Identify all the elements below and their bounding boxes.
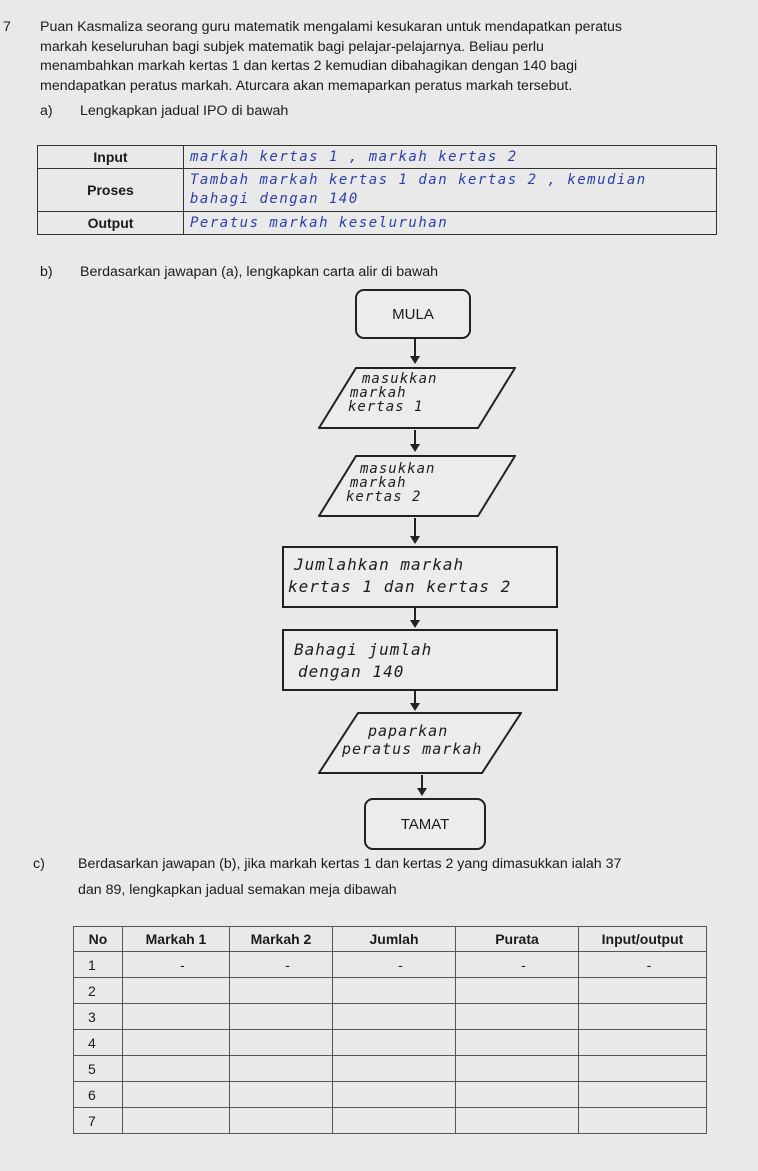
flow-text-line: kertas 1 (348, 399, 424, 415)
ipo-output-answer[interactable]: Peratus markah keseluruhan (184, 212, 717, 235)
intro-line: Puan Kasmaliza seorang guru matematik mengalami kesukaran untuk mendapatkan peratus (40, 19, 623, 35)
header-markah1: Markah 1 (123, 927, 230, 952)
cell-input-output[interactable] (579, 1082, 707, 1108)
cell-input-output[interactable] (579, 978, 707, 1004)
row-no: 6 (74, 1082, 123, 1108)
row-no: 5 (74, 1056, 123, 1082)
flow-arrow (421, 775, 423, 789)
flow-arrow-head (410, 620, 420, 628)
ipo-input-answer[interactable]: markah kertas 1 , markah kertas 2 (184, 146, 717, 169)
ipo-proses-line: bahagi dengan 140 (190, 191, 359, 207)
flow-text-line: Jumlahkan markah (294, 555, 465, 574)
flowchart-process2[interactable] (282, 629, 558, 691)
cell-purata[interactable] (456, 1030, 579, 1056)
part-c-label: c) (33, 856, 45, 872)
cell-purata[interactable] (456, 1004, 579, 1030)
ipo-proses-label: Proses (38, 169, 184, 212)
flow-arrow-head (410, 356, 420, 364)
intro-line: menambahkan markah kertas 1 dan kertas 2 kemudian dibahagikan dengan 140 bagi (40, 58, 578, 74)
cell-purata[interactable] (456, 1056, 579, 1082)
table-row (74, 952, 707, 978)
ipo-proses-answer[interactable] (184, 169, 717, 212)
cell-markah1[interactable] (123, 1004, 230, 1030)
ipo-proses-line: Tambah markah kertas 1 dan kertas 2 , kemudian (190, 172, 647, 188)
table-row (74, 1004, 707, 1030)
cell-purata[interactable] (456, 1082, 579, 1108)
intro-line: markah keseluruhan bagi subjek matematik bagi pelajar-pelajarnya. Beliau perlu (40, 38, 544, 55)
intro-line: mendapatkan peratus markah. Aturcara akan memaparkan peratus markah tersebut. (40, 77, 573, 94)
flow-text-line: peratus markah (342, 740, 483, 758)
ipo-row-input (38, 146, 717, 169)
ipo-output-label: Output (38, 212, 184, 235)
cell-input-output[interactable] (579, 1108, 707, 1134)
header-no: No (74, 927, 123, 952)
cell-jumlah[interactable] (333, 1056, 456, 1082)
table-row (74, 1082, 707, 1108)
trace-table (73, 926, 707, 1134)
part-a-label: a) (40, 103, 53, 119)
cell-markah1[interactable] (123, 1108, 230, 1134)
flow-text-line: markah (350, 385, 407, 401)
cell-jumlah[interactable] (333, 1004, 456, 1030)
row-no: 2 (74, 978, 123, 1004)
header-markah2: Markah 2 (230, 927, 333, 952)
row-no: 3 (74, 1004, 123, 1030)
flow-text-line: kertas 1 dan kertas 2 (288, 577, 512, 596)
cell-markah2[interactable] (230, 1082, 333, 1108)
cell-input-output[interactable] (579, 1030, 707, 1056)
header-jumlah: Jumlah (333, 927, 456, 952)
cell-markah1[interactable] (123, 1082, 230, 1108)
cell-markah2[interactable] (230, 978, 333, 1004)
flow-text-line: kertas 2 (346, 489, 422, 505)
part-c-line1: Berdasarkan jawapan (b), jika markah kertas 1 dan kertas 2 yang dimasukkan ialah 37 (78, 856, 622, 872)
cell-markah1[interactable] (123, 1030, 230, 1056)
cell-jumlah[interactable] (333, 1082, 456, 1108)
flow-arrow (414, 607, 416, 621)
cell-purata[interactable]: - (456, 952, 579, 978)
part-a-text: Lengkapkan jadual IPO di bawah (80, 103, 289, 119)
trace-table-header (74, 927, 707, 952)
flow-arrow-head (410, 703, 420, 711)
table-row (74, 1056, 707, 1082)
flowchart-process1[interactable] (282, 546, 558, 608)
row-no: 1 (74, 952, 123, 978)
cell-markah1[interactable] (123, 1056, 230, 1082)
cell-jumlah[interactable] (333, 978, 456, 1004)
flow-text-line: markah (350, 475, 407, 491)
flow-arrow (414, 337, 416, 357)
flow-text-line: Bahagi jumlah (294, 640, 433, 659)
flowchart-output-text[interactable] (342, 722, 482, 758)
cell-input-output[interactable] (579, 1004, 707, 1030)
ipo-row-output (38, 212, 717, 235)
cell-markah1[interactable]: - (123, 952, 230, 978)
flowchart-start: MULA (355, 289, 471, 339)
cell-jumlah[interactable] (333, 1030, 456, 1056)
flow-arrow (414, 690, 416, 704)
question-intro (40, 18, 740, 96)
flow-text-line: paparkan (368, 722, 449, 740)
ipo-input-label: Input (38, 146, 184, 169)
flow-arrow (414, 518, 416, 538)
flow-text-line: masukkan (360, 461, 436, 477)
header-input-output: Input/output (579, 927, 707, 952)
flowchart-end: TAMAT (364, 798, 486, 850)
ipo-table (37, 145, 717, 235)
ipo-row-proses (38, 169, 717, 212)
row-no: 7 (74, 1108, 123, 1134)
flow-text-line: dengan 140 (298, 662, 405, 681)
part-b-text: Berdasarkan jawapan (a), lengkapkan carta alir di bawah (80, 264, 439, 280)
part-b-label: b) (40, 264, 53, 280)
cell-input-output[interactable] (579, 1056, 707, 1082)
table-row (74, 978, 707, 1004)
cell-markah2[interactable] (230, 1108, 333, 1134)
table-row (74, 1108, 707, 1134)
flowchart-input1-text[interactable] (348, 372, 437, 414)
cell-markah1[interactable] (123, 978, 230, 1004)
cell-purata[interactable] (456, 1108, 579, 1134)
question-number: 7 (3, 19, 11, 35)
cell-markah2[interactable] (230, 1004, 333, 1030)
cell-jumlah[interactable]: - (333, 952, 456, 978)
cell-markah2[interactable] (230, 1056, 333, 1082)
flowchart-input2-text[interactable] (346, 462, 435, 504)
flow-arrow-head (410, 536, 420, 544)
table-row (74, 1030, 707, 1056)
flow-arrow-head (410, 444, 420, 452)
cell-markah2[interactable] (230, 1030, 333, 1056)
flow-arrow-head (417, 788, 427, 796)
flow-text-line: masukkan (362, 371, 438, 387)
cell-input-output[interactable]: - (579, 952, 707, 978)
row-no: 4 (74, 1030, 123, 1056)
cell-purata[interactable] (456, 978, 579, 1004)
part-c-line2: dan 89, lengkapkan jadual semakan meja dibawah (78, 882, 397, 898)
header-purata: Purata (456, 927, 579, 952)
cell-jumlah[interactable] (333, 1108, 456, 1134)
cell-markah2[interactable]: - (230, 952, 333, 978)
